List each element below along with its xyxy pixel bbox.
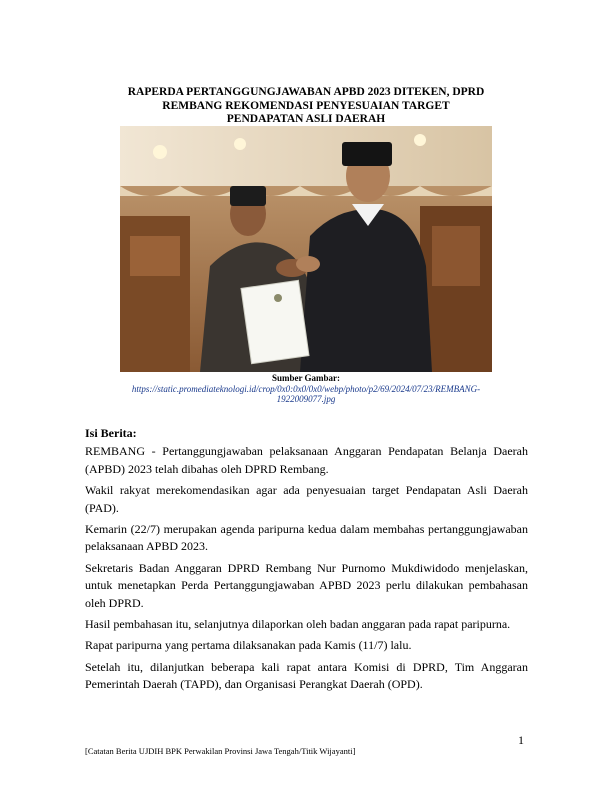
paragraph-4: Sekretaris Badan Anggaran DPRD Rembang Nur Purnomo Mukdiwidodo menjelaskan, untuk menetapkan Perda Pertanggungjawaban APBD 2023 perlu dilakukan pembahasan oleh DPRD. [85, 560, 528, 610]
caption-url-line-1[interactable]: https://static.promediateknologi.id/crop/0x0:0x0/0x0/webp/photo/p2/69/2024/07/23/REMBANG- [131, 383, 481, 394]
paragraph-2: Wakil rakyat merekomendasikan agar ada penyesuaian target Pendapatan Asli Daerah (PAD). [85, 483, 528, 515]
body-heading: Isi Berita: [85, 426, 137, 440]
photo-handover-icon [120, 126, 492, 372]
caption-label: Sumber Gambar: [271, 373, 341, 383]
photo-caption [100, 373, 512, 405]
caption-url-line-2[interactable]: 1922009077.jpg [276, 394, 336, 404]
news-photo [120, 126, 492, 372]
paragraph-6: Rapat paripurna yang pertama dilaksanakan pada Kamis (11/7) lalu. [85, 638, 412, 653]
paragraph-3: Kemarin (22/7) merupakan agenda paripurna kedua dalam membahas pertanggungjawaban pelaksanaan APBD 2023. [85, 522, 528, 554]
page-number: 1 [518, 733, 524, 747]
page-footer: [Catatan Berita UJDIH BPK Perwakilan Provinsi Jawa Tengah/Titik Wijayanti] [85, 746, 356, 756]
paragraph-1: REMBANG - Pertanggungjawaban pelaksanaan Anggaran Pendapatan Belanja Daerah (APBD) 2023 telah dibahas oleh DPRD Rembang. [85, 444, 528, 476]
article-title [100, 86, 512, 127]
paragraph-7: Setelah itu, dilanjutkan beberapa kali rapat antara Komisi di DPRD, Tim Anggaran Pemerintah Daerah (TAPD), dan Organisasi Perangkat Daerah (OPD). [85, 659, 528, 692]
paragraph-5: Hasil pembahasan itu, selanjutnya dilaporkan oleh badan anggaran pada rapat paripurna. [85, 617, 511, 632]
title-line-3: PENDAPATAN ASLI DAERAH [226, 113, 386, 125]
title-line-1: RAPERDA PERTANGGUNGJAWABAN APBD 2023 DITEKEN, DPRD [127, 86, 485, 98]
title-line-2: REMBANG REKOMENDASI PENYESUAIAN TARGET [162, 99, 450, 112]
article-body [85, 425, 528, 698]
